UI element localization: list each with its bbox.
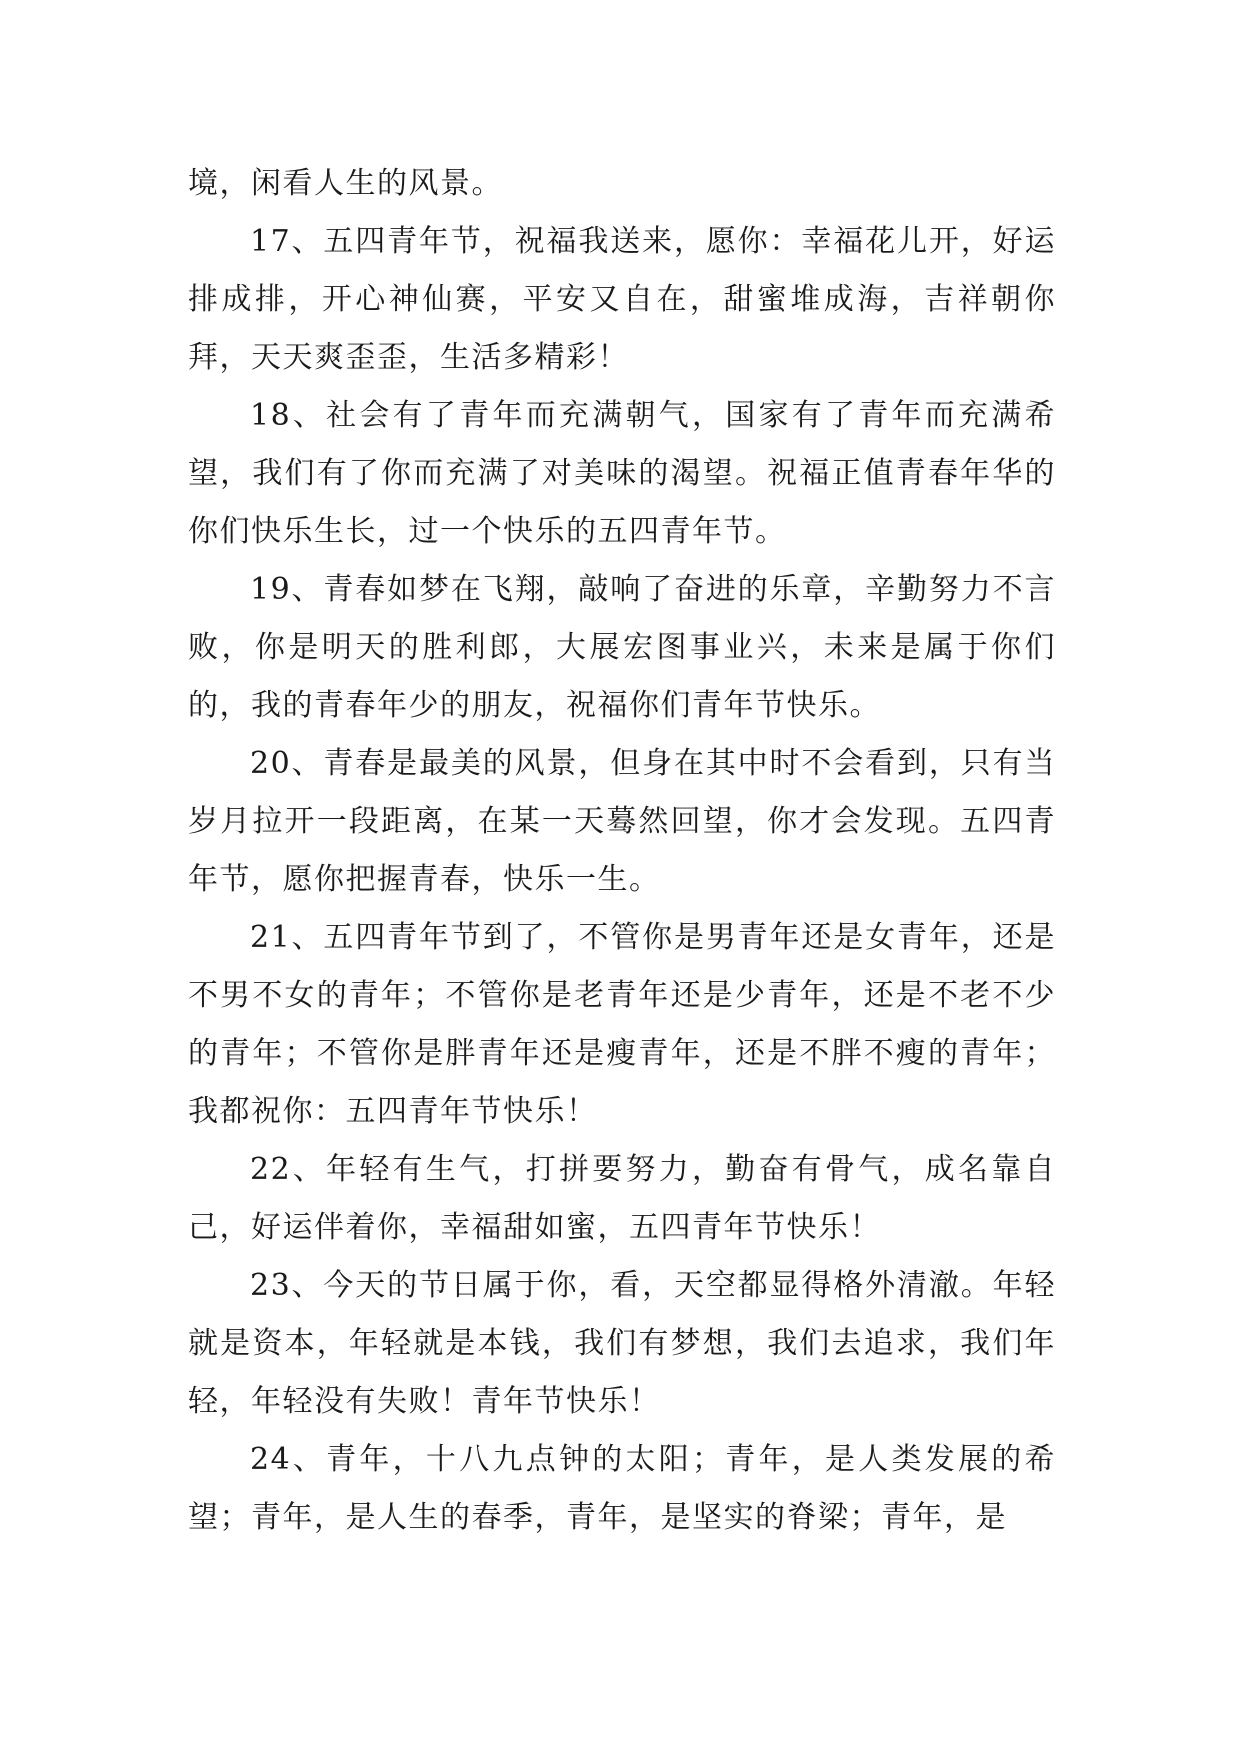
paragraph-20: 20、青春是最美的风景，但身在其中时不会看到，只有当岁月拉开一段距离，在某一天蓦然回望，你才会发现。五四青年节，愿你把握青春，快乐一生。 [188,746,1056,897]
paragraph-22: 22、年轻有生气，打拼要努力，勤奋有骨气，成名靠自己，好运伴着你，幸福甜如蜜，五四青年节快乐！ [188,1152,1056,1245]
paragraph-continuation: 境，闲看人生的风景。 [188,166,503,201]
paragraph-21: 21、五四青年节到了，不管你是男青年还是女青年，还是不男不女的青年；不管你是老青年还是少青年，还是不老不少的青年；不管你是胖青年还是瘦青年，还是不胖不瘦的青年；我都祝你：五四青年节快乐！ [188,920,1056,1129]
paragraph-23: 23、今天的节日属于你，看，天空都显得格外清澈。年轻就是资本，年轻就是本钱，我们有梦想，我们去追求，我们年轻，年轻没有失败！青年节快乐！ [188,1268,1056,1419]
paragraph-24: 24、青年，十八九点钟的太阳；青年，是人类发展的希望；青年，是人生的春季，青年，是坚实的脊梁；青年，是 [188,1442,1056,1535]
paragraph-18: 18、社会有了青年而充满朝气，国家有了青年而充满希望，我们有了你而充满了对美味的渴望。祝福正值青春年华的你们快乐生长，过一个快乐的五四青年节。 [188,398,1056,549]
paragraph-17: 17、五四青年节，祝福我送来，愿你：幸福花儿开，好运排成排，开心神仙赛，平安又自在，甜蜜堆成海，吉祥朝你拜，天天爽歪歪，生活多精彩！ [188,224,1056,375]
paragraph-19: 19、青春如梦在飞翔，敲响了奋进的乐章，辛勤努力不言败，你是明天的胜利郎，大展宏图事业兴，未来是属于你们的，我的青春年少的朋友，祝福你们青年节快乐。 [188,572,1056,723]
document-body [188,155,1056,1547]
